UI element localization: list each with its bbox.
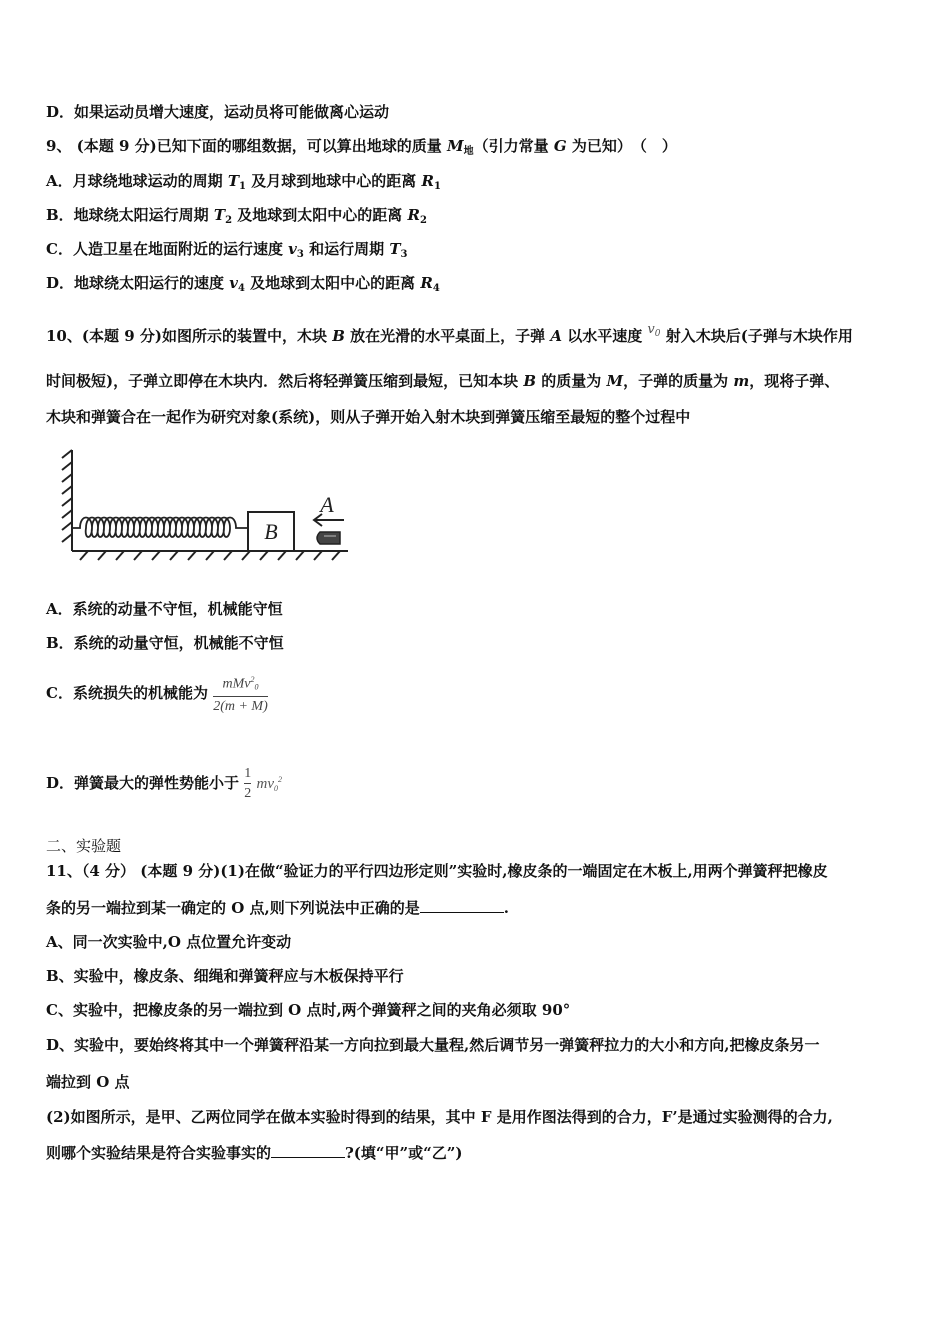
option-d-mv: $mv_0^2$ xyxy=(256,775,282,793)
option-d-fraction: $\frac{1}{2}$ xyxy=(244,765,251,804)
q10-option-b: B．系统的动量守恒，机械能不守恒 xyxy=(46,634,284,652)
q10-option-a: A．系统的动量不守恒，机械能守恒 xyxy=(46,600,283,618)
bullet-a-label: A xyxy=(320,492,334,517)
q8-option-d: D．如果运动员增大速度，运动员将可能做离心运动 xyxy=(46,103,390,121)
q10-stem-line3: 木块和弹簧合在一起作为研究对象(系统)，则从子弹开始入射木块到弹簧压缩至最短的整个过程中 xyxy=(46,408,691,426)
answer-blank-2[interactable] xyxy=(271,1143,345,1158)
bullet-icon xyxy=(317,532,340,544)
spring xyxy=(72,518,248,538)
q11-option-b: B、实验中，橡皮条、细绳和弹簧秤应与木板保持平行 xyxy=(46,967,404,985)
q11-option-a: A、同一次实验中,O 点位置允许变动 xyxy=(46,933,292,951)
q11-option-c: C、实验中，把橡皮条的另一端拉到 O 点时,两个弹簧秤之间的夹角必须取 90° xyxy=(46,1001,571,1019)
q11-part2-line2: 则哪个实验结果是符合实验事实的 ?(填“甲”或“乙”) xyxy=(46,1144,463,1162)
q10-option-c: C．系统损失的机械能为 $\frac{mMv^2_0}{2(m + M)}$ xyxy=(46,668,268,718)
q11-option-d-line2: 端拉到 O 点 xyxy=(46,1073,130,1091)
answer-blank-1[interactable] xyxy=(420,898,504,913)
q10-stem-line1: 10、(本题 9 分)如图所示的装置中，木块 B 放在光滑的水平桌面上，子弹 A 以水平速度 $v_0$ 射入木块后(子弹与木块作用 xyxy=(46,322,853,345)
q11-stem-line2: 条的另一端拉到某一确定的 O 点,则下列说法中正确的是 . xyxy=(46,899,509,917)
q10-option-d: D．弹簧最大的弹性势能小于 $\frac{1}{2}$ $mv_0^2$ xyxy=(46,752,282,817)
q9-option-b: B．地球绕太阳运行周期 $T_2$ 及地球到太阳中心的距离 $R_2$ xyxy=(46,206,427,226)
spring-block-figure xyxy=(58,448,353,563)
q9-option-d: D．地球绕太阳运行的速度 $v_4$ 及地球到太阳中心的距离 $R_4$ xyxy=(46,274,440,294)
option-c-fraction: $\frac{mMv^2_0}{2(m + M)}$ xyxy=(213,671,268,718)
q11-option-d-line1: D、实验中，要始终将其中一个弹簧秤沿某一方向拉到最大量程,然后调节另一弹簧秤拉力的大小和方向,把橡皮条另一 xyxy=(46,1036,820,1054)
q9-stem: 9、 (本题 9 分)已知下面的哪组数据，可以算出地球的质量 $M_地$（引力常量 G 为已知） （ ） xyxy=(46,137,677,157)
q10-stem-line2: 时间极短)，子弹立即停在木块内．然后将轻弹簧压缩到最短，已知本块 B 的质量为 M，子弹的质量为 m，现将子弹、 xyxy=(46,372,840,390)
wall xyxy=(62,450,72,551)
floor xyxy=(72,551,348,560)
section2-title: 二、实验题 xyxy=(46,837,122,855)
q11-stem-line1: 11、（4 分） (本题 9 分)(1)在做“验证力的平行四边形定则”实验时,橡皮条的一端固定在木板上,用两个弹簧秤把橡皮 xyxy=(46,862,828,880)
q9-option-c: C．人造卫星在地面附近的运行速度 $v_3$ 和运行周期 $T_3$ xyxy=(46,240,408,260)
q9-option-a: A．月球绕地球运动的周期 $T_1$ 及月球到地球中心的距离 $R_1$ xyxy=(46,172,441,192)
block-b-label: B xyxy=(264,519,278,544)
q11-part2-line1: (2)如图所示，是甲、乙两位同学在做本实验时得到的结果，其中 F 是用作图法得到的合力，F’是通过实验测得的合力, xyxy=(46,1108,833,1126)
